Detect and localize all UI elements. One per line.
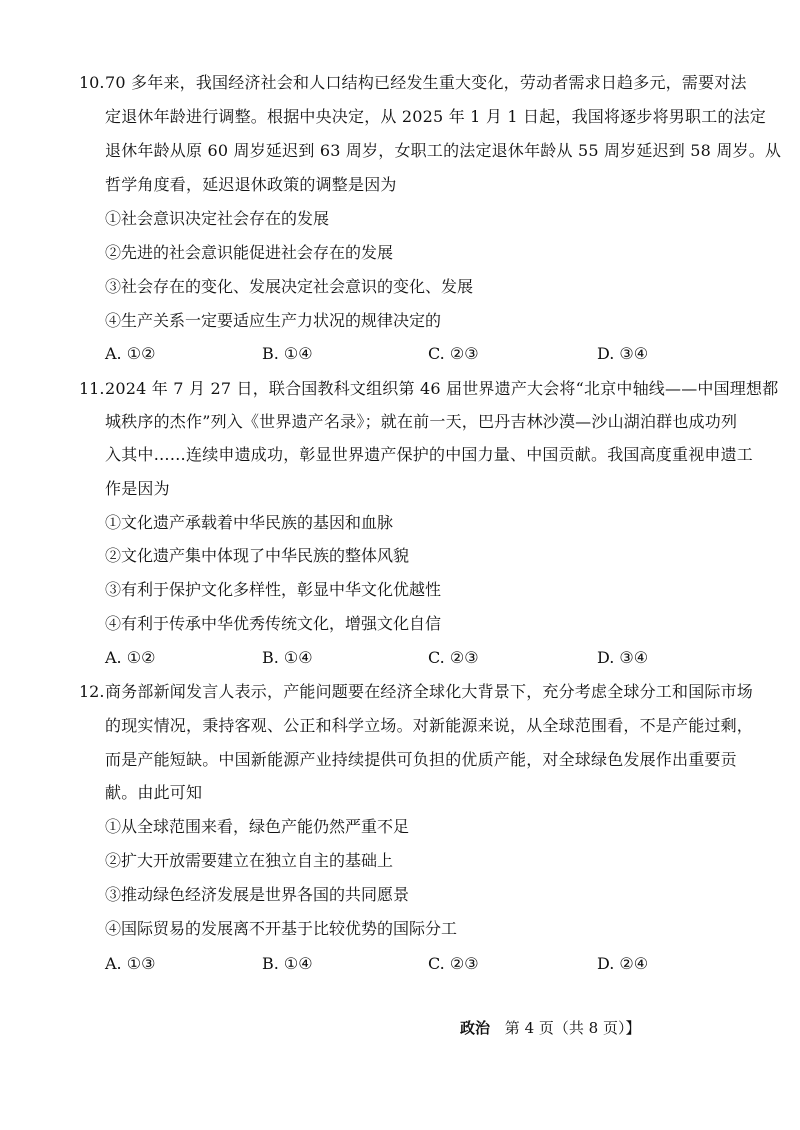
- question-stem-line: 定退休年龄进行调整。根据中央决定，从 2025 年 1 月 1 日起，我国将逐步将男职工的法定: [105, 107, 766, 126]
- question-stem-line: 哲学角度看，延迟退休政策的调整是因为: [105, 175, 397, 194]
- statement-option: ③推动绿色经济发展是世界各国的共同愿景: [105, 885, 410, 904]
- choice-b: B. ①④: [262, 344, 313, 363]
- statement-option: ④有利于传承中华优秀传统文化，增强文化自信: [105, 614, 442, 633]
- answer-choices: [105, 648, 705, 668]
- question-stem-line: 而是产能短缺。中国新能源产业持续提供可负担的优质产能，对全球绿色发展作出重要贡: [105, 750, 737, 769]
- question-stem-line: 献。由此可知: [105, 783, 203, 802]
- footer-subject: 政治: [460, 1019, 491, 1037]
- choice-c: C. ②③: [428, 648, 479, 667]
- statement-option: ④国际贸易的发展离不开基于比较优势的国际分工: [105, 919, 458, 938]
- choice-d: D. ③④: [597, 648, 649, 667]
- question-stem-line: 入其中……连续申遗成功，彰显世界遗产保护的中国力量、中国贡献。我国高度重视申遗工: [105, 445, 754, 464]
- choice-c: C. ②③: [428, 344, 479, 363]
- statement-option: ③有利于保护文化多样性，彰显中华文化优越性: [105, 580, 442, 599]
- statement-option: ④生产关系一定要适应生产力状况的规律决定的: [105, 311, 442, 330]
- statement-option: ②先进的社会意识能促进社会存在的发展: [105, 243, 394, 262]
- question-number: 10.: [79, 73, 105, 92]
- question-stem-line: 退休年龄从原 60 周岁延迟到 63 周岁，女职工的法定退休年龄从 55 周岁延迟到 58 周岁。从: [105, 141, 782, 160]
- question-stem-line: 商务部新闻发言人表示，产能问题要在经济全球化大背景下，充分考虑全球分工和国际市场: [105, 682, 754, 701]
- page-footer: [460, 1018, 640, 1038]
- choice-a: A. ①②: [105, 648, 156, 667]
- footer-page-info: 第 4 页（共 8 页）】: [504, 1019, 641, 1037]
- answer-choices: [105, 344, 705, 364]
- answer-choices: [105, 954, 705, 974]
- choice-c: C. ②③: [428, 954, 479, 973]
- question-number: 11.: [79, 379, 105, 398]
- choice-b: B. ①④: [262, 954, 313, 973]
- choice-d: D. ③④: [597, 344, 649, 363]
- statement-option: ③社会存在的变化、发展决定社会意识的变化、发展: [105, 277, 474, 296]
- question-stem-line: 2024 年 7 月 27 日，联合国教科文组织第 46 届世界遗产大会将“北京中轴线——中国理想都: [105, 379, 779, 398]
- statement-option: ②文化遗产集中体现了中华民族的整体风貌: [105, 546, 410, 565]
- question-stem-line: 70 多年来，我国经济社会和人口结构已经发生重大变化，劳动者需求日趋多元，需要对法: [105, 73, 747, 92]
- choice-b: B. ①④: [262, 648, 313, 667]
- statement-option: ①文化遗产承载着中华民族的基因和血脉: [105, 513, 394, 532]
- statement-option: ①从全球范围来看，绿色产能仍然严重不足: [105, 817, 410, 836]
- question-number: 12.: [79, 682, 105, 701]
- choice-a: A. ①③: [105, 954, 156, 973]
- statement-option: ①社会意识决定社会存在的发展: [105, 209, 330, 228]
- question-stem-line: 作是因为: [105, 479, 170, 498]
- statement-option: ②扩大开放需要建立在独立自主的基础上: [105, 851, 394, 870]
- choice-d: D. ②④: [597, 954, 649, 973]
- question-stem-line: 城秩序的杰作”列入《世界遗产名录》；就在前一天，巴丹吉林沙漠—沙山湖泊群也成功列: [105, 412, 738, 431]
- question-stem-line: 的现实情况，秉持客观、公正和科学立场。对新能源来说，从全球范围看，不是产能过剩，: [105, 716, 754, 735]
- choice-a: A. ①②: [105, 344, 156, 363]
